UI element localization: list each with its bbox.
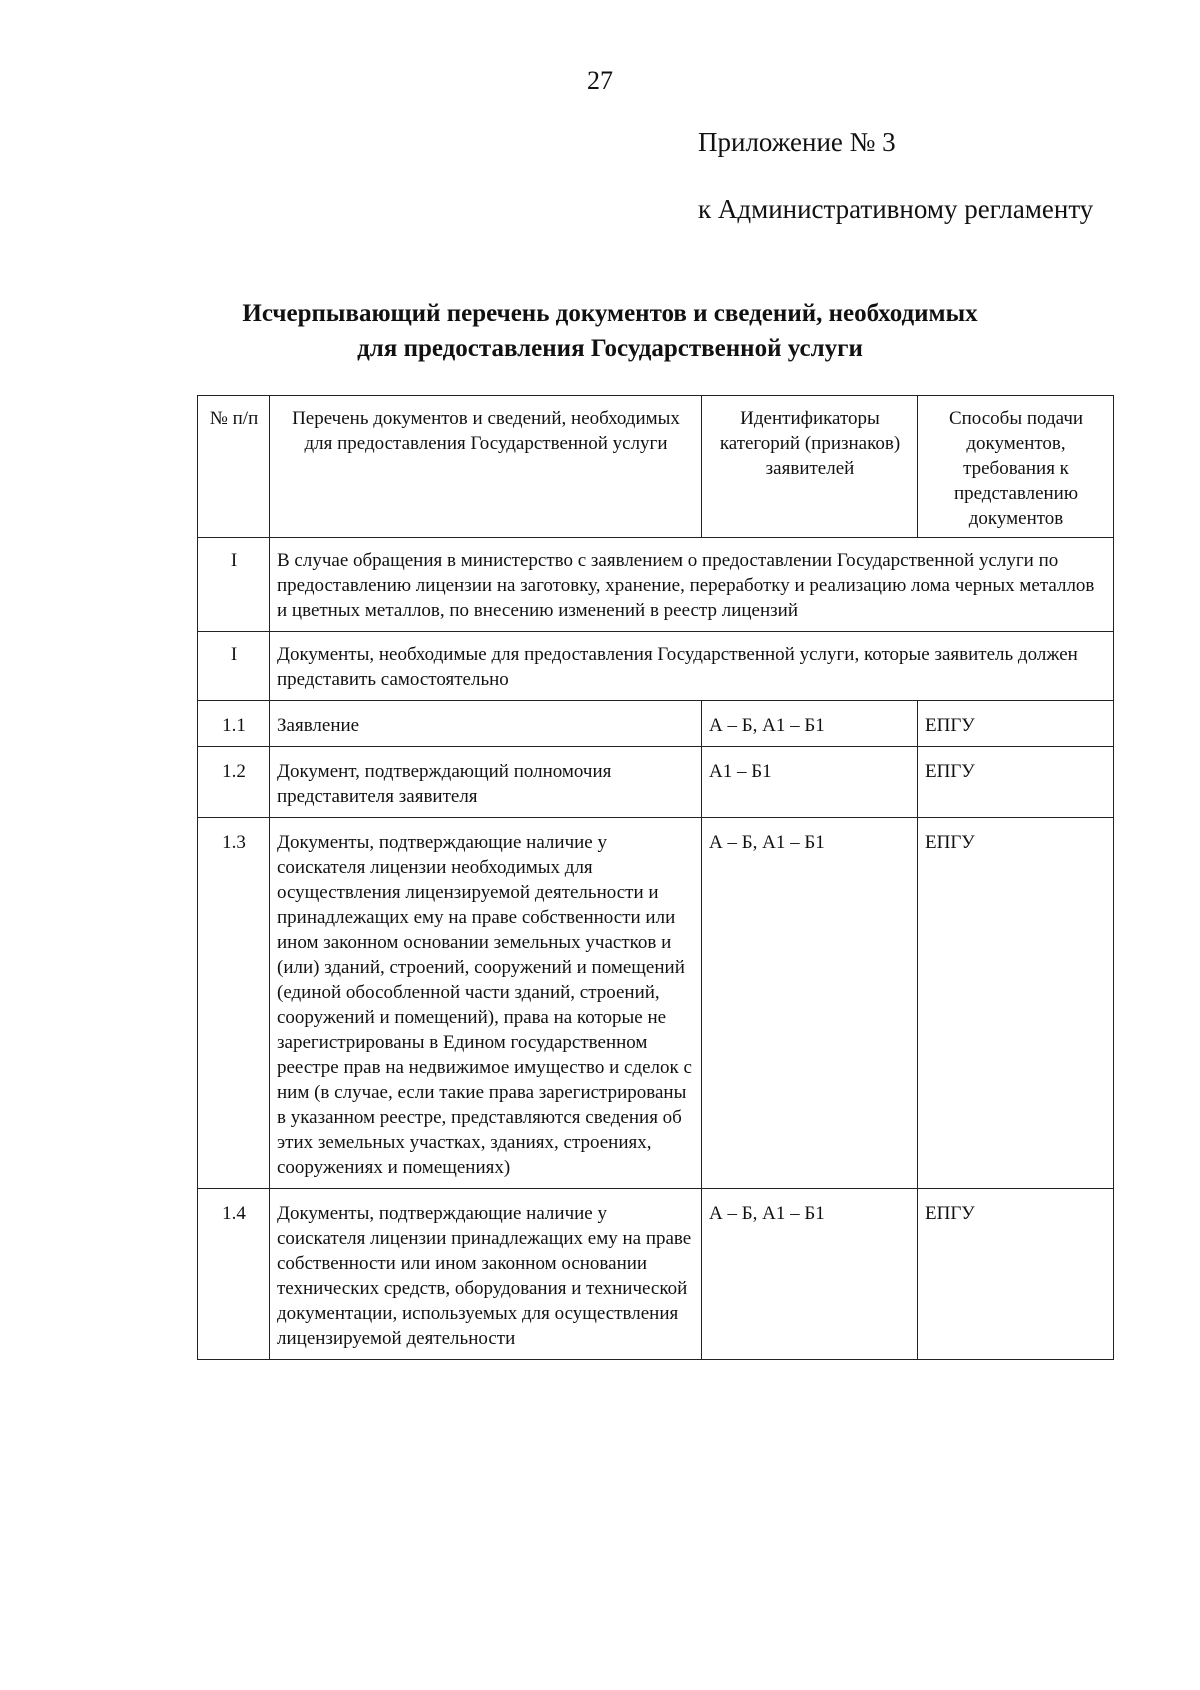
section-text: В случае обращения в министерство с заявлением о предоставлении Государственной услуги по предоставлению лицензии на заготовку, хранение, переработку и реализацию лома черных металлов и цветных металлов, по внесению изменений в реестр лицензий: [270, 538, 1114, 632]
section-num: I: [198, 538, 270, 632]
row-num: 1.2: [198, 747, 270, 818]
table-row: [198, 701, 1114, 747]
document-title-line-1: Исчерпывающий перечень документов и сведений, необходимых: [242, 300, 978, 327]
table-row: [198, 747, 1114, 818]
row-document: Документы, подтверждающие наличие у соискателя лицензии принадлежащих ему на праве собственности или ином законном основании технических средств, оборудования и технической документации, используемых для осуществления лицензируемой деятельности: [270, 1189, 702, 1360]
row-num: 1.4: [198, 1189, 270, 1360]
table-row: [198, 1189, 1114, 1360]
row-categories: А – Б, А1 – Б1: [702, 1189, 918, 1360]
table-section-row: [198, 632, 1114, 701]
row-document: Документ, подтверждающий полномочия представителя заявителя: [270, 747, 702, 818]
row-categories: А – Б, А1 – Б1: [702, 818, 918, 1189]
row-submission-method: ЕПГУ: [918, 747, 1114, 818]
row-submission-method: ЕПГУ: [918, 1189, 1114, 1360]
row-submission-method: ЕПГУ: [918, 701, 1114, 747]
header-documents: Перечень документов и сведений, необходимых для предоставления Государственной услуги: [270, 396, 702, 538]
documents-table: [197, 395, 1114, 1360]
header-submission-methods: Способы подачи документов, требования к представлению документов: [918, 396, 1114, 538]
section-text: Документы, необходимые для предоставления Государственной услуги, которые заявитель должен представить самостоятельно: [270, 632, 1114, 701]
document-title-line-2: для предоставления Государственной услуги: [357, 335, 863, 362]
appendix-title: Приложение № 3: [698, 127, 896, 157]
row-num: 1.1: [198, 701, 270, 747]
header-categories: Идентификаторы категорий (признаков) заявителей: [702, 396, 918, 538]
page-number: 27: [587, 66, 613, 95]
row-submission-method: ЕПГУ: [918, 818, 1114, 1189]
row-document: Заявление: [270, 701, 702, 747]
table-header-row: [198, 396, 1114, 538]
row-categories: А – Б, А1 – Б1: [702, 701, 918, 747]
row-categories: А1 – Б1: [702, 747, 918, 818]
appendix-subtitle: к Административному регламенту: [698, 194, 1094, 224]
row-num: 1.3: [198, 818, 270, 1189]
table-row: [198, 818, 1114, 1189]
section-num: I: [198, 632, 270, 701]
table-section-row: [198, 538, 1114, 632]
row-document: Документы, подтверждающие наличие у соискателя лицензии необходимых для осуществления лицензируемой деятельности и принадлежащих ему на праве собственности или ином законном основании земельных участков и (или) зданий, строений, сооружений и помещений (единой обособленной части зданий, строений, сооружений и помещений), права на которые не зарегистрированы в Едином государственном реестре прав на недвижимое имущество и сделок с ним (в случае, если такие права зарегистрированы в указанном реестре, представляются сведения об этих земельных участках, зданиях, строениях, сооружениях и помещениях): [270, 818, 702, 1189]
document-title: [120, 296, 1100, 366]
header-num: № п/п: [198, 396, 270, 538]
